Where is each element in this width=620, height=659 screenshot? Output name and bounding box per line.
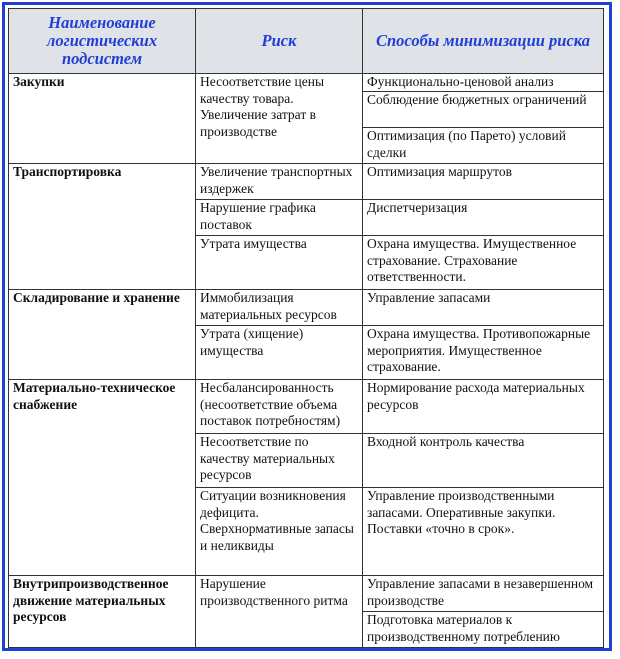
header-subsystem: Наименование логистических подсистем — [9, 9, 196, 74]
risk-cell: Утрата имущества — [196, 236, 363, 290]
table-row — [9, 380, 604, 434]
method-cell: Входной контроль качества — [363, 434, 604, 488]
table-row — [9, 290, 604, 326]
risk-cell: Нарушение производственного ритма — [196, 576, 363, 648]
risk-table — [8, 8, 604, 648]
table-row — [9, 164, 604, 200]
method-cell: Управление запасами в незавершенном производстве — [363, 576, 604, 612]
risk-cell: Несоответствие цены качеству товара. Увеличение затрат в производстве — [196, 74, 363, 164]
method-cell: Соблюдение бюджетных ограничений — [363, 92, 604, 128]
method-cell: Управление производственными запасами. Оперативные закупки. Поставки «точно в срок». — [363, 488, 604, 576]
method-cell: Оптимизация маршрутов — [363, 164, 604, 200]
table-row — [9, 576, 604, 612]
subsystem-cell: Внутрипроизводственное движение материальных ресурсов — [9, 576, 196, 648]
method-cell: Нормирование расхода материальных ресурсов — [363, 380, 604, 434]
method-cell: Диспетчеризация — [363, 200, 604, 236]
risk-cell: Утрата (хищение) имущества — [196, 326, 363, 380]
header-methods: Способы минимизации риска — [363, 9, 604, 74]
risk-cell: Несбалансированность (несоответствие объема поставок потребностям) — [196, 380, 363, 434]
method-cell: Оптимизация (по Парето) условий сделки — [363, 128, 604, 164]
method-cell: Управление запасами — [363, 290, 604, 326]
header-row — [9, 9, 604, 74]
risk-cell: Несоответствие по качеству материальных ресурсов — [196, 434, 363, 488]
header-risk: Риск — [196, 9, 363, 74]
method-cell: Охрана имущества. Имущественное страхование. Страхование ответственности. — [363, 236, 604, 290]
risk-cell: Ситуации возникновения дефицита. Сверхнормативные запасы и неликвиды — [196, 488, 363, 576]
risk-cell: Иммобилизация материальных ресурсов — [196, 290, 363, 326]
subsystem-cell: Транспортировка — [9, 164, 196, 290]
subsystem-cell: Материально-техническое снабжение — [9, 380, 196, 576]
table-row — [9, 74, 604, 92]
risk-cell: Нарушение графика поставок — [196, 200, 363, 236]
subsystem-cell: Складирование и хранение — [9, 290, 196, 380]
method-cell: Охрана имущества. Противопожарные мероприятия. Имущественное страхование. — [363, 326, 604, 380]
risk-cell: Увеличение транспортных издержек — [196, 164, 363, 200]
method-cell: Функционально-ценовой анализ — [363, 74, 604, 92]
method-cell: Подготовка материалов к производственному потреблению — [363, 612, 604, 648]
subsystem-cell: Закупки — [9, 74, 196, 164]
